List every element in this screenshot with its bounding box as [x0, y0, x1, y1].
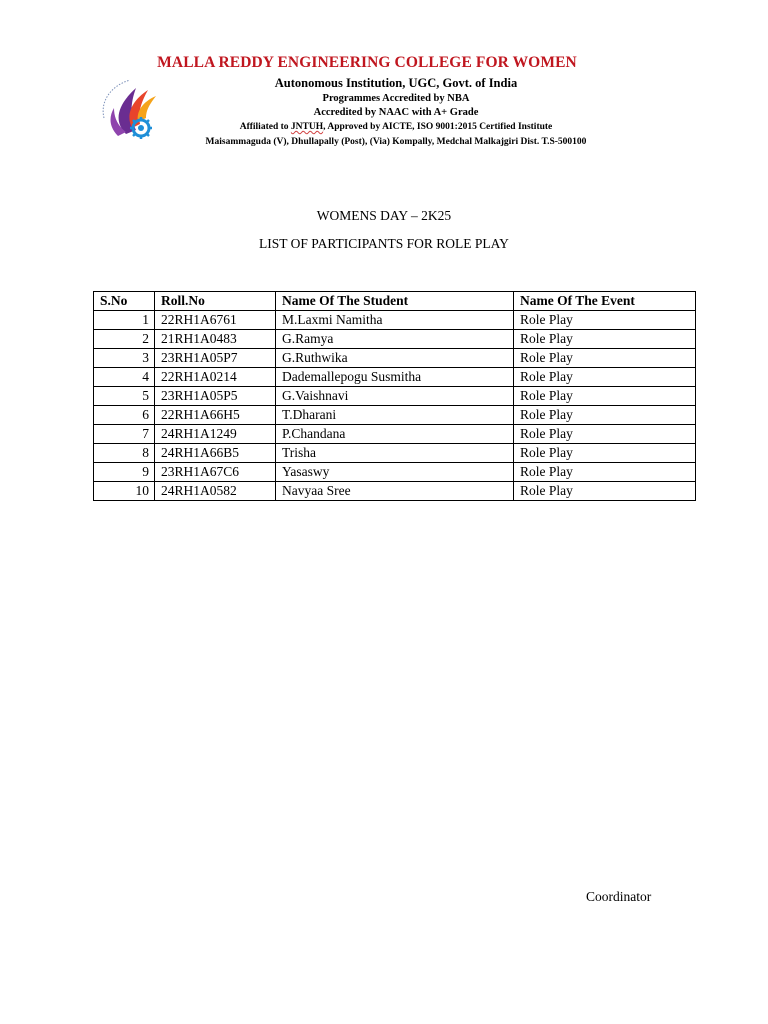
cell-student-name: G.Ruthwika — [276, 349, 514, 368]
cell-event-name: Role Play — [514, 425, 696, 444]
cell-student-name: P.Chandana — [276, 425, 514, 444]
cell-sno: 4 — [94, 368, 155, 387]
cell-student-name: Yasaswy — [276, 463, 514, 482]
cell-sno: 10 — [94, 482, 155, 501]
cell-event-name: Role Play — [514, 349, 696, 368]
cell-event-name: Role Play — [514, 482, 696, 501]
cell-student-name: Navyaa Sree — [276, 482, 514, 501]
cell-student-name: Trisha — [276, 444, 514, 463]
cell-student-name: G.Ramya — [276, 330, 514, 349]
cell-event-name: Role Play — [514, 387, 696, 406]
college-address: Maisammaguda (V), Dhullapally (Post), (Via) Kompally, Medchal Malkajgiri Dist. T.S-500100 — [205, 137, 587, 147]
list-subtitle: LIST OF PARTICIPANTS FOR ROLE PLAY — [259, 236, 509, 251]
table-row — [94, 349, 696, 368]
table-row — [94, 482, 696, 501]
cell-student-name: T.Dharani — [276, 406, 514, 425]
cell-sno: 2 — [94, 330, 155, 349]
header-event-name: Name Of The Event — [514, 292, 696, 311]
affiliation-prefix: Affiliated to — [239, 122, 291, 132]
table-row — [94, 444, 696, 463]
affiliation-jntuh: JNTUH — [290, 122, 324, 132]
cell-event-name: Role Play — [514, 444, 696, 463]
participants-table — [93, 291, 696, 501]
cell-sno: 5 — [94, 387, 155, 406]
naac-accreditation: Accredited by NAAC with A+ Grade — [313, 107, 479, 118]
cell-event-name: Role Play — [514, 406, 696, 425]
institution-status: Autonomous Institution, UGC, Govt. of India — [274, 76, 518, 90]
cell-sno: 1 — [94, 311, 155, 330]
cell-roll-no: 23RH1A67C6 — [155, 463, 276, 482]
nba-accreditation: Programmes Accredited by NBA — [322, 93, 470, 104]
cell-roll-no: 24RH1A0582 — [155, 482, 276, 501]
cell-sno: 6 — [94, 406, 155, 425]
cell-event-name: Role Play — [514, 311, 696, 330]
affiliation-line — [166, 122, 626, 132]
cell-sno: 8 — [94, 444, 155, 463]
header-student-name: Name Of The Student — [276, 292, 514, 311]
cell-student-name: G.Vaishnavi — [276, 387, 514, 406]
cell-roll-no: 23RH1A05P7 — [155, 349, 276, 368]
event-title: WOMENS DAY – 2K25 — [316, 208, 452, 223]
cell-event-name: Role Play — [514, 463, 696, 482]
cell-roll-no: 24RH1A66B5 — [155, 444, 276, 463]
table-row — [94, 311, 696, 330]
cell-roll-no: 22RH1A0214 — [155, 368, 276, 387]
header-sno: S.No — [94, 292, 155, 311]
table-row — [94, 425, 696, 444]
header-roll-no: Roll.No — [155, 292, 276, 311]
cell-roll-no: 24RH1A1249 — [155, 425, 276, 444]
cell-roll-no: 22RH1A66H5 — [155, 406, 276, 425]
cell-sno: 9 — [94, 463, 155, 482]
cell-event-name: Role Play — [514, 330, 696, 349]
cell-roll-no: 22RH1A6761 — [155, 311, 276, 330]
table-row — [94, 463, 696, 482]
letterhead — [96, 52, 676, 152]
table-row — [94, 368, 696, 387]
cell-sno: 7 — [94, 425, 155, 444]
affiliation-suffix: , Approved by AICTE, ISO 9001:2015 Certified Institute — [323, 122, 553, 132]
college-name: MALLA REDDY ENGINEERING COLLEGE FOR WOMEN — [157, 54, 577, 71]
table-row — [94, 406, 696, 425]
cell-roll-no: 23RH1A05P5 — [155, 387, 276, 406]
cell-roll-no: 21RH1A0483 — [155, 330, 276, 349]
college-logo-icon — [96, 72, 160, 144]
cell-event-name: Role Play — [514, 368, 696, 387]
cell-student-name: M.Laxmi Namitha — [276, 311, 514, 330]
table-header-row — [94, 292, 696, 311]
cell-sno: 3 — [94, 349, 155, 368]
table-row — [94, 330, 696, 349]
table-row — [94, 387, 696, 406]
coordinator-signature-label: Coordinator — [586, 889, 652, 904]
cell-student-name: Dademallepogu Susmitha — [276, 368, 514, 387]
